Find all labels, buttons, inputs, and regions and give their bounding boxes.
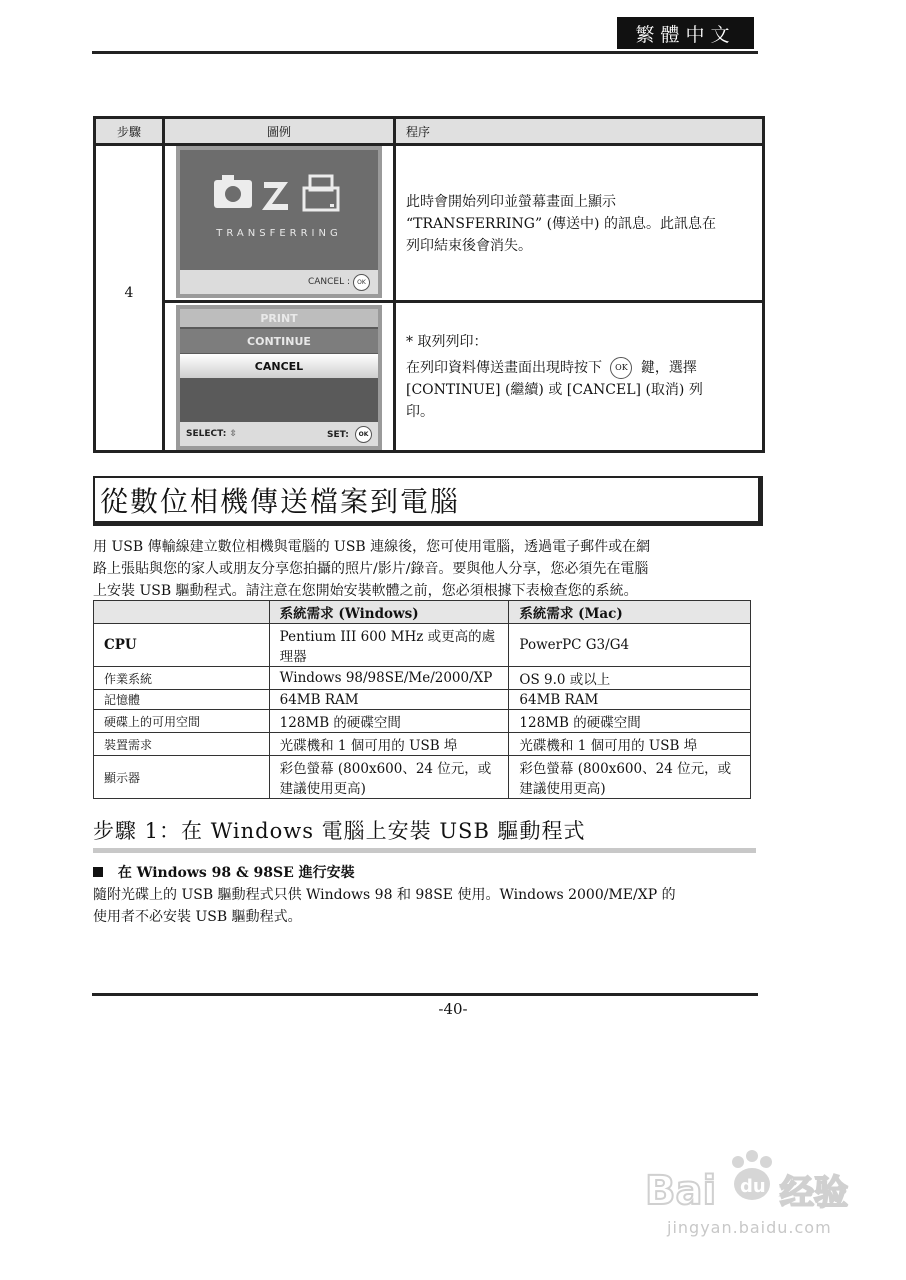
- up-down-arrow-icon: ⇳: [229, 429, 238, 439]
- camera-to-printer-icon: [210, 170, 350, 218]
- menu-title-print: PRINT: [180, 309, 378, 327]
- transferring-caption: TRANSFERRING: [216, 228, 342, 239]
- procedure-text-1: 此時會開始列印並螢幕畫面上顯示 “TRANSFERRING” (傳送中) 的訊息。此訊息在 列印結束後會消失。: [406, 194, 716, 254]
- svg-text:经验: 经验: [780, 1173, 848, 1213]
- table-cell: 彩色螢幕 (800x600、24 位元，或建議使用更高): [509, 756, 751, 799]
- table-cell: 64MB RAM: [509, 690, 751, 710]
- table-row: [94, 710, 751, 733]
- procedure-text-2: * 取列列印： 在列印資料傳送畫面出現時按下 OK 鍵，選擇 [CONTINUE] (繼續) 或 [CANCEL] (取消) 列 印。: [406, 334, 703, 420]
- requirements-table: [93, 600, 751, 799]
- subheading: 在 Windows 98 & 98SE 進行安裝: [93, 862, 355, 882]
- svg-text:Bai: Bai: [645, 1168, 717, 1214]
- row-label: 作業系統: [94, 667, 270, 690]
- row-label: 顯示器: [94, 756, 270, 799]
- table-cell: 128MB 的硬碟空間: [269, 710, 509, 733]
- table-header-row: [94, 601, 751, 624]
- header-illustration: 圖例: [165, 119, 393, 146]
- menu-item-cancel[interactable]: CANCEL: [180, 354, 378, 378]
- step1-heading: 步驟 1：在 Windows 電腦上安裝 USB 驅動程式: [93, 819, 586, 843]
- divider: [165, 300, 762, 303]
- table-cell: PowerPC G3/G4: [509, 624, 751, 667]
- step-table: [93, 116, 765, 453]
- table-cell: Windows 98/98SE/Me/2000/XP: [269, 667, 509, 690]
- svg-text:du: du: [740, 1176, 766, 1197]
- row-label: 記憶體: [94, 690, 270, 710]
- set-label: SET:: [326, 429, 349, 440]
- ok-button-icon: OK: [610, 357, 632, 379]
- row-label: 硬碟上的可用空間: [94, 710, 270, 733]
- header-procedure: 程序: [396, 119, 762, 146]
- step-number: 4: [124, 285, 134, 301]
- table-row: [94, 667, 751, 690]
- row-label: CPU: [94, 624, 270, 667]
- row-label: 裝置需求: [94, 733, 270, 756]
- intro-paragraph: 用 USB 傳輸線建立數位相機與電腦的 USB 連線後，您可使用電腦，透過電子郵件或在網 路上張貼與您的家人或朋友分享您拍攝的照片/影片/錄音。要與他人分享，您必須先在電腦 上安裝 USB 驅動程式。請注意在您開始安裝軟體之前，您必須根據下表檢查您的系統。: [93, 539, 651, 599]
- page-number: -40-: [438, 1000, 468, 1018]
- top-rule: [92, 51, 758, 54]
- table-row: [94, 733, 751, 756]
- square-bullet-icon: [93, 867, 103, 877]
- table-header: 系統需求 (Windows): [269, 601, 509, 624]
- table-cell: 128MB 的硬碟空間: [509, 710, 751, 733]
- header-step: 步驟: [96, 119, 162, 146]
- ok-button-icon: OK: [355, 426, 372, 443]
- divider: [162, 119, 165, 450]
- table-row: [94, 624, 751, 667]
- menu-hint-bar: [180, 422, 378, 446]
- table-header: [94, 601, 270, 624]
- section-title: 從數位相機傳送檔案到電腦: [100, 485, 461, 518]
- transferring-screen: [176, 146, 382, 298]
- table-cell: 光碟機和 1 個可用的 USB 埠: [509, 733, 751, 756]
- ok-button-icon: OK: [353, 274, 370, 291]
- language-tab: 繁體中文: [617, 17, 754, 49]
- divider: [393, 119, 396, 450]
- step1-body: 隨附光碟上的 USB 驅動程式只供 Windows 98 和 98SE 使用。Windows 2000/ME/XP 的 使用者不必安裝 USB 驅動程式。: [93, 887, 676, 925]
- table-header: 系統需求 (Mac): [509, 601, 751, 624]
- watermark-url: jingyan.baidu.com: [667, 1218, 832, 1237]
- table-cell: Pentium III 600 MHz 或更高的處理器: [269, 624, 509, 667]
- cancel-label: CANCEL :: [307, 277, 350, 287]
- table-cell: OS 9.0 或以上: [509, 667, 751, 690]
- table-row: [94, 690, 751, 710]
- menu-item-continue[interactable]: CONTINUE: [180, 329, 378, 353]
- table-cell: 64MB RAM: [269, 690, 509, 710]
- select-label: SELECT:: [186, 429, 227, 439]
- step1-rule: [93, 848, 756, 853]
- table-cell: 光碟機和 1 個可用的 USB 埠: [269, 733, 509, 756]
- cancel-hint: [180, 270, 378, 294]
- bottom-rule: [92, 993, 758, 996]
- print-menu-screen: [176, 305, 382, 450]
- table-cell: 彩色螢幕 (800x600、24 位元，或建議使用更高): [269, 756, 509, 799]
- table-row: [94, 756, 751, 799]
